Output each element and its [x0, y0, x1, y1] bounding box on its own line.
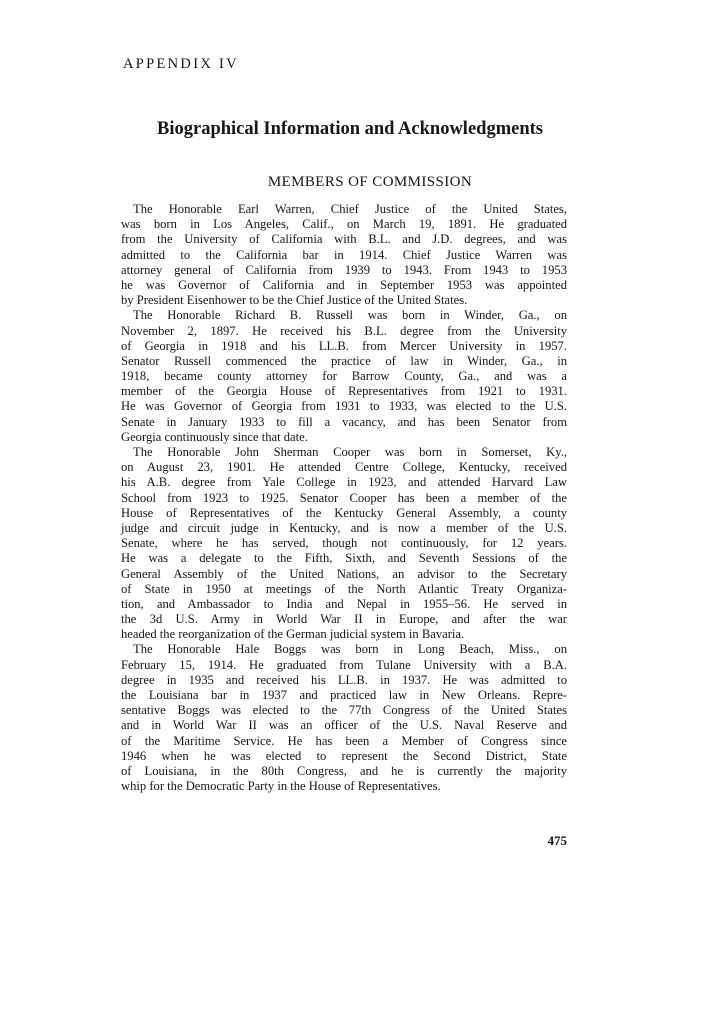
paragraph [121, 642, 567, 794]
text-line: November 2, 1897. He received his B.L. degree from the University [121, 323, 567, 338]
text-line: he was Governor of California and in September 1953 was appointed [121, 277, 567, 292]
text-line: sentative Boggs was elected to the 77th Congress of the United States [121, 703, 567, 718]
text-line: Senate, where he has served, though not continuously, for 12 years. [121, 536, 567, 551]
page-number: 475 [547, 833, 567, 848]
text-line: tion, and Ambassador to India and Nepal in 1955–56. He served in [121, 596, 567, 611]
text-line: judge and circuit judge in Kentucky, and is now a member of the U.S. [121, 520, 567, 535]
text-line: from the University of California with B.L. and J.D. degrees, and was [121, 232, 567, 247]
text-line: of Georgia in 1918 and his LL.B. from Mercer University in 1957. [121, 338, 567, 353]
text-line: of State in 1950 at meetings of the North Atlantic Treaty Organiza- [121, 581, 567, 596]
appendix-header: APPENDIX IV [123, 56, 239, 72]
page-title: Biographical Information and Acknowledgments [157, 119, 543, 139]
text-line: He was Governor of Georgia from 1931 to 1933, was elected to the U.S. [121, 399, 567, 414]
text-line: whip for the Democratic Party in the House of Representatives. [121, 779, 441, 794]
text-line: by President Eisenhower to be the Chief Justice of the United States. [121, 293, 468, 308]
text-line: the Louisiana bar in 1937 and practiced law in New Orleans. Repre- [121, 688, 567, 702]
text-line: admitted to the California bar in 1914. Chief Justice Warren was [121, 247, 567, 262]
text-line: House of Representatives of the Kentucky General Assembly, a county [121, 505, 567, 520]
text-line: The Honorable Hale Boggs was born in Long Beach, Miss., on [133, 642, 567, 657]
text-line: member of the Georgia House of Representatives from 1921 to 1931. [121, 384, 567, 399]
text-line: Senator Russell commenced the practice of law in Winder, Ga., in [121, 353, 567, 368]
text-line: attorney general of California from 1939 to 1943. From 1943 to 1953 [121, 262, 567, 277]
section-heading: MEMBERS OF COMMISSION [267, 174, 473, 190]
paragraph [121, 308, 567, 445]
text-line: degree in 1935 and received his LL.B. in 1937. He was admitted to [121, 672, 567, 687]
text-line: Georgia continuously since that date. [121, 429, 308, 444]
text-line: his A.B. degree from Yale College in 1923, and attended Harvard Law [121, 475, 567, 490]
text-line: February 15, 1914. He graduated from Tulane University with a B.A. [121, 657, 567, 672]
body-text [121, 202, 567, 794]
text-line: 1946 when he was elected to represent the Second District, State [121, 748, 567, 763]
text-line: School from 1923 to 1925. Senator Cooper has been a member of the [121, 490, 567, 505]
text-line: headed the reorganization of the German judicial system in Bavaria. [121, 627, 465, 642]
text-line: He was a delegate to the Fifth, Sixth, and Seventh Sessions of the [121, 551, 567, 566]
text-line: Senate in January 1933 to fill a vacancy, and has been Senator from [121, 414, 567, 429]
text-line: and in World War II was an officer of the U.S. Naval Reserve and [121, 718, 567, 733]
text-line: on August 23, 1901. He attended Centre College, Kentucky, received [121, 460, 567, 475]
text-line: 1918, became county attorney for Barrow County, Ga., and was a [121, 369, 567, 384]
text-line: the 3d U.S. Army in World War II in Europe, and after the war [121, 612, 567, 627]
text-line: General Assembly of the United Nations, an advisor to the Secretary [121, 566, 567, 581]
text-line: The Honorable John Sherman Cooper was born in Somerset, Ky., [133, 445, 567, 459]
text-line: The Honorable Richard B. Russell was born in Winder, Ga., on [133, 308, 567, 323]
text-line: of Louisiana, in the 80th Congress, and he is currently the majority [121, 763, 567, 778]
paragraph [121, 202, 567, 308]
text-line: was born in Los Angeles, Calif., on March 19, 1891. He graduated [121, 217, 567, 232]
paragraph [121, 445, 567, 642]
text-line: The Honorable Earl Warren, Chief Justice of the United States, [133, 202, 567, 216]
text-line: of the Maritime Service. He has been a Member of Congress since [121, 733, 567, 748]
